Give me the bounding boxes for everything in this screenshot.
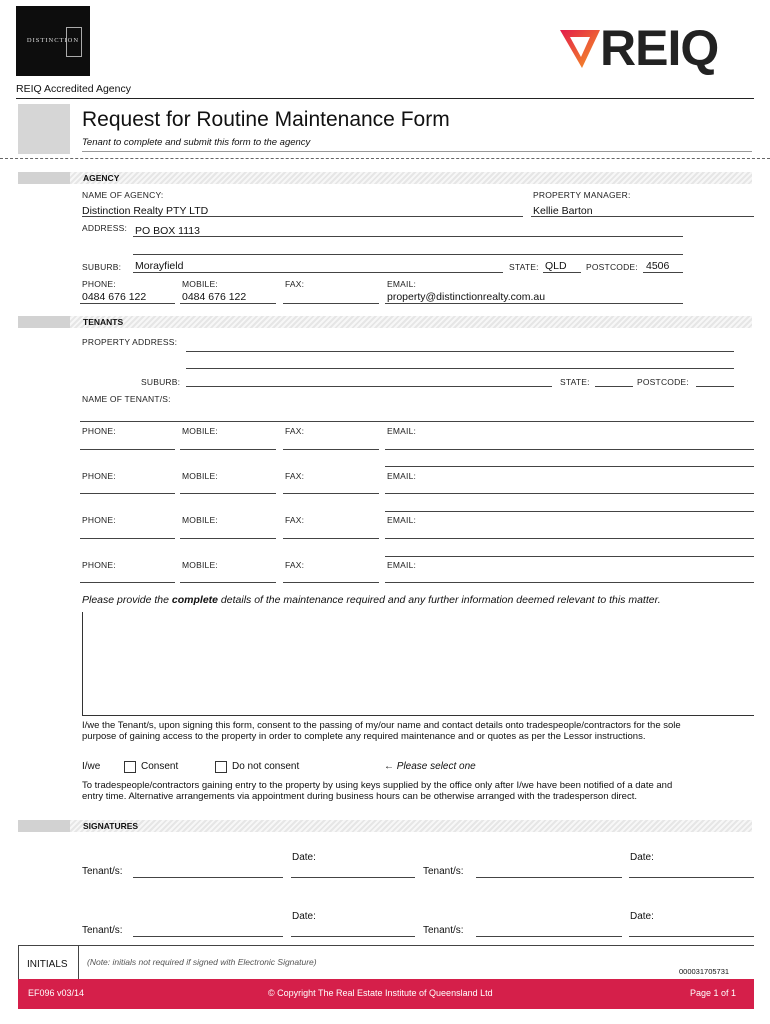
tenant-email-field[interactable] — [385, 538, 754, 539]
tenant-mobile-label: MOBILE: — [182, 560, 218, 570]
tenant-email-label: EMAIL: — [387, 471, 417, 481]
form-title: Request for Routine Maintenance Form — [82, 108, 450, 131]
form-subtitle: Tenant to complete and submit this form to the agency — [82, 137, 311, 148]
signatures-section-header — [18, 820, 752, 832]
tenant-phone-label: PHONE: — [82, 560, 116, 570]
state-label: STATE: — [509, 262, 539, 272]
state-field[interactable]: QLD — [545, 260, 567, 272]
agency-section-title: AGENCY — [83, 173, 120, 183]
details-prompt-bold: complete — [171, 594, 219, 606]
footer-bar — [18, 979, 754, 1009]
phone-field[interactable]: 0484 676 122 — [82, 291, 147, 303]
header-rule — [16, 98, 754, 99]
row-divider — [385, 511, 754, 512]
agency-logo — [16, 6, 90, 76]
consent-label: Consent — [141, 761, 179, 772]
tenant-signature-label: Tenant/s: — [82, 866, 123, 877]
reiq-wordmark: REIQ — [600, 20, 719, 76]
document-code: 000031705731 — [679, 967, 730, 976]
tenant-fax-field[interactable] — [283, 449, 379, 450]
iwe-label: I/we — [82, 761, 101, 772]
details-prompt — [82, 594, 661, 606]
details-prompt-post: details of the maintenance required and any further information deemed relevant to this matter. — [218, 594, 661, 606]
tenant-signature-label: Tenant/s: — [423, 866, 464, 877]
tenant-suburb-label: SUBURB: — [141, 377, 181, 387]
tenant-phone-field[interactable] — [80, 582, 175, 583]
initials-note: (Note: initials not required if signed with Electronic Signature) — [87, 957, 317, 967]
tenant-fax-field[interactable] — [283, 582, 379, 583]
tenant-fax-label: FAX: — [285, 426, 305, 436]
initials-divider — [78, 945, 79, 981]
date-label: Date: — [292, 911, 316, 922]
property-address-line-2[interactable] — [186, 368, 734, 369]
tenant-state-label: STATE: — [560, 377, 590, 387]
property-manager-label: PROPERTY MANAGER: — [533, 190, 631, 200]
consent-text: I/we the Tenant/s, upon signing this form, consent to the passing of my/our name and contact details onto tradespeople/contractors for the sole purpose of gaining access to the property in order to complete any required maintenance and or quotes as per the Lessor instructions. — [82, 720, 681, 742]
address-line-2[interactable] — [133, 254, 683, 255]
date-field[interactable] — [629, 936, 754, 937]
tenant-mobile-label: MOBILE: — [182, 515, 218, 525]
postcode-field[interactable]: 4506 — [646, 260, 670, 272]
tenant-email-label: EMAIL: — [387, 515, 417, 525]
tenant-fax-label: FAX: — [285, 560, 305, 570]
footer-copyright: © Copyright The Real Estate Institute of Queensland Ltd — [268, 988, 493, 998]
row-divider — [385, 556, 754, 557]
tenant-signature-field[interactable] — [133, 936, 283, 937]
footer-page: Page 1 of 1 — [690, 988, 737, 998]
fax-field[interactable] — [283, 303, 379, 304]
tenant-mobile-field[interactable] — [180, 582, 276, 583]
divider — [0, 158, 770, 159]
agency-name-label: NAME OF AGENCY: — [82, 190, 164, 200]
tenant-signature-label: Tenant/s: — [423, 925, 464, 936]
date-label: Date: — [292, 852, 316, 863]
fax-label: FAX: — [285, 279, 305, 289]
consent-checkbox[interactable] — [124, 761, 136, 773]
tenant-phone-label: PHONE: — [82, 515, 116, 525]
tenant-mobile-label: MOBILE: — [182, 471, 218, 481]
date-field[interactable] — [629, 877, 754, 878]
keys-text: To tradespeople/contractors gaining entry to the property by using keys supplied by the office only after I/we have been notified of a date and entry time. Alternative arrangements via appointment during business hours can be otherwise arranged with the tradesperson direct. — [82, 780, 673, 802]
date-label: Date: — [630, 911, 654, 922]
tenant-email-field[interactable] — [385, 582, 754, 583]
title-rule — [82, 151, 752, 152]
tenant-state-field[interactable] — [595, 386, 633, 387]
property-address-field[interactable] — [186, 351, 734, 352]
tenant-phone-field[interactable] — [80, 449, 175, 450]
postcode-label: POSTCODE: — [586, 262, 638, 272]
tenant-phone-label: PHONE: — [82, 471, 116, 481]
do-not-consent-checkbox[interactable] — [215, 761, 227, 773]
tenant-fax-field[interactable] — [283, 538, 379, 539]
tenant-mobile-label: MOBILE: — [182, 426, 218, 436]
tenant-fax-label: FAX: — [285, 515, 305, 525]
email-label: EMAIL: — [387, 279, 417, 289]
tenants-section-header — [18, 316, 752, 328]
suburb-field[interactable]: Morayfield — [135, 260, 184, 272]
footer-form-code: EF096 v03/14 — [28, 988, 85, 998]
tenant-phone-field[interactable] — [80, 538, 175, 539]
select-one-note: ← Please select one — [384, 761, 476, 772]
address-label: ADDRESS: — [82, 223, 128, 233]
row-divider — [385, 466, 754, 467]
tenant-email-field[interactable] — [385, 449, 754, 450]
tenant-email-field[interactable] — [385, 493, 754, 494]
tenant-mobile-field[interactable] — [180, 493, 276, 494]
reiq-logo-icon — [556, 24, 604, 72]
tenant-mobile-field[interactable] — [180, 538, 276, 539]
mobile-label: MOBILE: — [182, 279, 218, 289]
tenant-names-field[interactable] — [80, 421, 754, 422]
tenant-mobile-field[interactable] — [180, 449, 276, 450]
tenant-fax-label: FAX: — [285, 471, 305, 481]
maintenance-details-textarea[interactable] — [82, 612, 754, 716]
tenant-phone-field[interactable] — [80, 493, 175, 494]
do-not-consent-label: Do not consent — [232, 761, 300, 772]
initials-label: INITIALS — [27, 959, 68, 970]
date-field[interactable] — [291, 877, 415, 878]
phone-label: PHONE: — [82, 279, 116, 289]
logo-text: DISTINCTION — [26, 37, 80, 44]
date-label: Date: — [630, 852, 654, 863]
accredited-label: REIQ Accredited Agency — [16, 83, 131, 95]
tenant-suburb-field[interactable] — [186, 386, 552, 387]
property-address-label: PROPERTY ADDRESS: — [82, 337, 178, 347]
title-tab — [18, 104, 70, 154]
details-prompt-pre: Please provide the — [82, 594, 172, 606]
date-field[interactable] — [291, 936, 415, 937]
agency-name-field[interactable]: Distinction Realty PTY LTD — [82, 205, 209, 217]
tenant-fax-field[interactable] — [283, 493, 379, 494]
tenant-postcode-label: POSTCODE: — [637, 377, 689, 387]
tenant-postcode-field[interactable] — [696, 386, 734, 387]
tenant-names-label: NAME OF TENANT/S: — [82, 394, 171, 404]
mobile-field[interactable]: 0484 676 122 — [182, 291, 247, 303]
tenant-signature-label: Tenant/s: — [82, 925, 123, 936]
email-field[interactable]: property@distinctionrealty.com.au — [387, 291, 546, 303]
agency-section-header — [18, 172, 752, 184]
property-manager-field[interactable]: Kellie Barton — [533, 205, 593, 217]
tenant-phone-label: PHONE: — [82, 426, 116, 436]
suburb-label: SUBURB: — [82, 262, 122, 272]
address-field[interactable]: PO BOX 1113 — [135, 225, 200, 237]
tenant-signature-field[interactable] — [476, 877, 622, 878]
tenant-signature-field[interactable] — [133, 877, 283, 878]
tenant-signature-field[interactable] — [476, 936, 622, 937]
signatures-section-title: SIGNATURES — [83, 821, 139, 831]
tenant-email-label: EMAIL: — [387, 426, 417, 436]
tenants-section-title: TENANTS — [83, 317, 124, 327]
tenant-email-label: EMAIL: — [387, 560, 417, 570]
